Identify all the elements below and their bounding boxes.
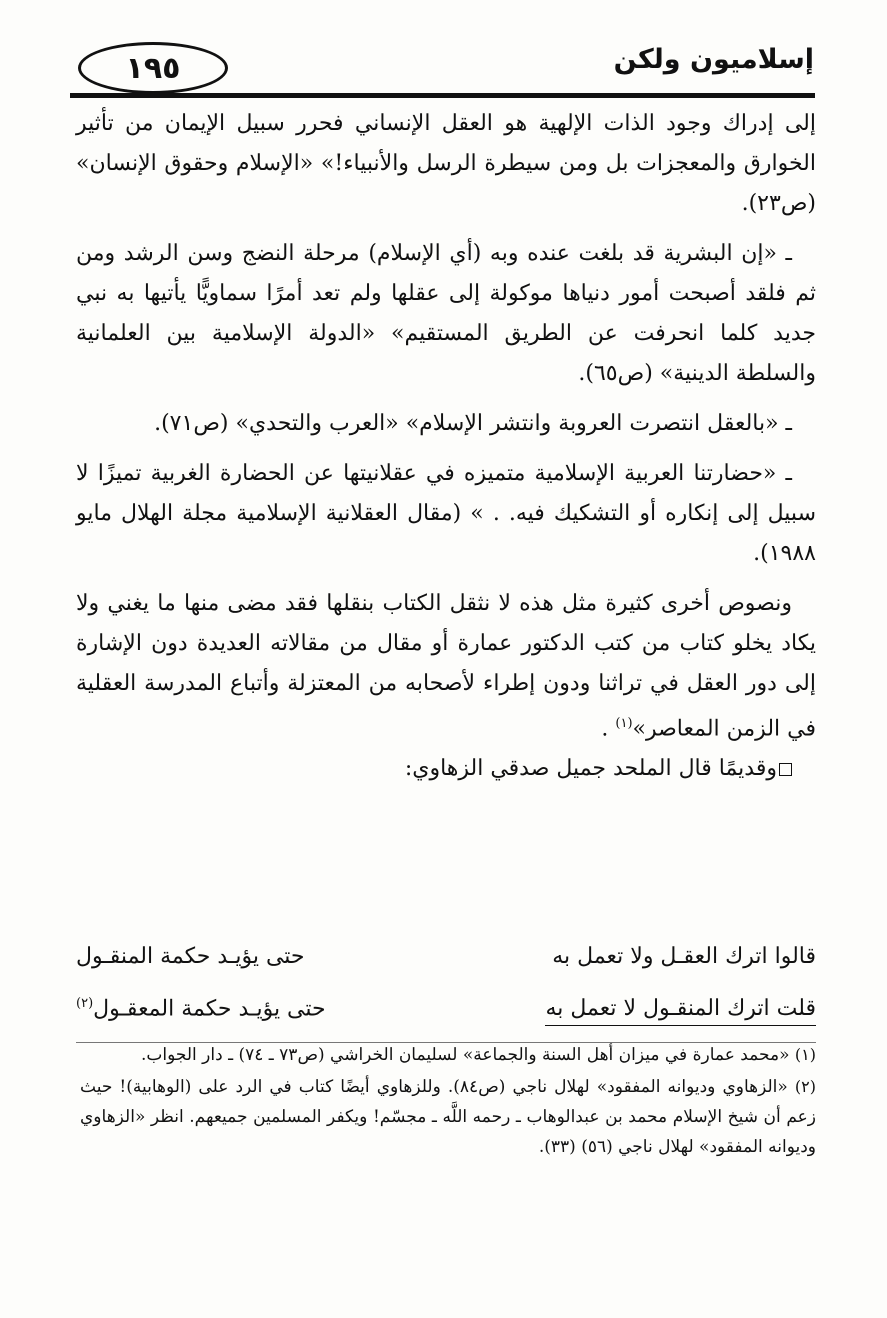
footnotes <box>80 1040 816 1164</box>
verse-2-second-hemistich <box>76 996 326 1021</box>
verse-2 <box>76 990 816 1042</box>
page-header <box>66 38 814 100</box>
header-rule <box>70 93 815 98</box>
verse-1-second-hemistich: حتى يؤيـد حكمة المنقـول <box>76 944 305 969</box>
poem <box>76 938 816 1042</box>
verse-1 <box>76 938 816 990</box>
page-number-oval <box>78 42 228 94</box>
paragraph-5-text: ونصوص أخرى كثيرة مثل هذه لا نثقل الكتاب بنقلها فقد مضى منها ما يغني ولا يكاد يخلو كتاب من كتب الدكتور عمارة أو مقال من مقالاته العديدة دون الإشارة إلى دور العقل في تراثنا ودون إطراء لأصحابه من المعتزلة وأتباع المدرسة العقلية في الزمن المعاصر» <box>76 591 816 742</box>
paragraph-1: إلى إدراك وجود الذات الإلهية هو العقل الإنساني فحرر سبيل الإيمان من تأثير الخوارق والمعجزات بل ومن سيطرة الرسل والأنبياء!» «الإسلام وحقوق الإنسان» (ص٢٣). <box>76 111 816 216</box>
footnote-ref-1: (١) <box>615 716 633 731</box>
footnote-1 <box>80 1040 816 1070</box>
paragraph-6-text: وقديمًا قال الملحد جميل صدقي الزهاوي: <box>404 756 777 782</box>
paragraph-5-end: . <box>601 716 616 742</box>
paragraph-2: ـ «إن البشرية قد بلغت عنده وبه (أي الإسلام) مرحلة النضج وسن الرشد ومن ثم فلقد أصبحت أمور دنياها موكولة إلى عقلها ولم تعد أمرًا سماويًّا يأتيها به نبي جديد كلما انحرفت عن الطريق المستقيم» «الدولة الإسلامية بين العلمانية والسلطة الدينية» (ص٦٥). <box>76 241 816 386</box>
page-number: ١٩٥ <box>125 50 181 86</box>
paragraph-6 <box>76 749 816 789</box>
footnote-2-number: (٢) <box>794 1077 816 1096</box>
verse-2-second-hemistich-text: حتى يؤيـد حكمة المعقـول <box>93 996 326 1022</box>
paragraph-3: ـ «بالعقل انتصرت العروبة وانتشر الإسلام» «العرب والتحدي» (ص٧١). <box>154 411 792 436</box>
footnote-ref-2: (٢) <box>76 996 94 1011</box>
verse-1-first-hemistich: قالوا اترك العقـل ولا تعمل به <box>552 944 816 969</box>
paragraph-5 <box>76 584 816 749</box>
running-title: إسلاميون ولكن <box>613 44 814 75</box>
paragraph-4: ـ «حضارتنا العربية الإسلامية متميزه في عقلانيتها عن الحضارة الغربية تميزًا لا سبيل إلى إنكاره أو التشكيك فيه. . » (مقال العقلانية الإسلامية مجلة الهلال مايو ١٩٨٨). <box>76 461 816 566</box>
footnote-2 <box>80 1072 816 1162</box>
footnote-2-text: «الزهاوي وديوانه المفقود» لهلال ناجي (ص٨٤). وللزهاوي أيضًا كتاب في الرد على (الوهابية)! حيث زعم أن شيخ الإسلام محمد بن عبدالوهاب ـ رحمه اللَّه ـ مجسّم! ويكفر المسلمين جميعهم. انظر «الزهاوي وديوانه المفقود» لهلال ناجي (٥٦) (٣٣). <box>80 1077 816 1157</box>
footnote-1-number: (١) <box>794 1045 816 1064</box>
square-bullet-icon <box>779 763 792 776</box>
body-text <box>76 104 816 799</box>
verse-2-first-hemistich: قلت اترك المنقـول لا تعمل به <box>545 996 816 1026</box>
footnote-1-text: «محمد عمارة في ميزان أهل السنة والجماعة» لسليمان الخراشي (ص٧٣ ـ ٧٤) ـ دار الجواب. <box>140 1045 790 1065</box>
